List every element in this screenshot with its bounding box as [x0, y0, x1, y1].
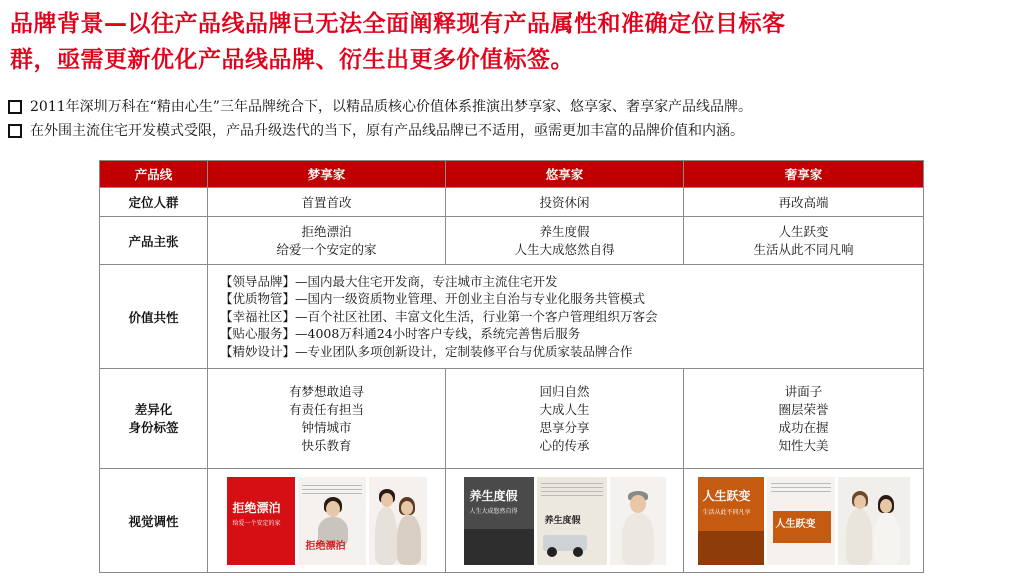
cell-line: 人生跃变	[778, 223, 829, 239]
poster-image	[537, 477, 607, 565]
table-row	[100, 217, 924, 265]
table-cell	[684, 217, 924, 265]
visual-cell	[208, 469, 446, 573]
row-label	[100, 369, 208, 469]
poster-image	[767, 477, 835, 565]
visual-cell	[684, 469, 924, 573]
value-line: 【幸福社区】—百个社区社团、丰富文化生活，行业第一个客户管理组织万客会	[220, 308, 658, 324]
title-line-2: 群，亟需更新优化产品线品牌、衍生出更多价值标签。	[10, 47, 574, 73]
poster-image	[464, 477, 534, 565]
square-bullet-icon	[8, 100, 22, 114]
table-cell: 首置首改	[208, 188, 446, 217]
bullet-text: 在外围主流住宅开发模式受限，产品升级迭代的当下，原有产品线品牌已不适用，亟需更加丰富的品牌价值和内涵。	[30, 123, 744, 139]
label-line: 身份标签	[128, 419, 179, 435]
tag-line: 快乐教育	[301, 437, 352, 453]
label-line: 差异化	[134, 401, 173, 417]
shared-values-cell	[208, 265, 924, 369]
poster-image	[610, 477, 666, 565]
row-label: 定位人群	[100, 188, 208, 217]
bullet-text: 2011年深圳万科在“精由心生”三年品牌统合下，以精品质核心价值体系推演出梦享家、悠享家、奢享家产品线品牌。	[30, 99, 752, 115]
header-mengxiangjia: 梦享家	[208, 161, 446, 188]
cell-line: 给爱一个安定的家	[276, 241, 377, 257]
cell-line: 生活从此不同凡响	[753, 241, 854, 257]
table-row	[100, 265, 924, 369]
row-label: 价值共性	[100, 265, 208, 369]
cell-line: 人生大成悠然自得	[514, 241, 615, 257]
value-line: 【贴心服务】—4008万科通24小时客户专线，系统完善售后服务	[220, 326, 581, 342]
table-cell: 再改高端	[684, 188, 924, 217]
title-line-1: 品牌背景—以往产品线品牌已无法全面阐释现有产品属性和准确定位目标客	[10, 11, 786, 37]
page-title	[10, 6, 1014, 78]
visual-cell	[446, 469, 684, 573]
tag-line: 回归自然	[539, 383, 590, 399]
tag-line: 思享分享	[539, 419, 590, 435]
tag-line: 有梦想敢追寻	[288, 383, 364, 399]
bullet-item	[8, 95, 1018, 119]
poster-subtitle: 给爱一个安定的家	[232, 519, 281, 527]
tag-line: 钟情城市	[301, 419, 352, 435]
table-cell	[446, 369, 684, 469]
poster-subtitle: 人生大成悠然自得	[469, 507, 518, 515]
cell-line: 养生度假	[539, 223, 590, 239]
square-bullet-icon	[8, 124, 22, 138]
poster-image	[698, 477, 764, 565]
tag-line: 大成人生	[539, 401, 590, 417]
table-cell	[208, 217, 446, 265]
poster-title: 拒绝漂泊	[232, 500, 281, 515]
tag-line: 圈层荣誉	[778, 401, 829, 417]
table-row	[100, 369, 924, 469]
poster-title: 拒绝漂泊	[305, 540, 346, 552]
poster-title: 养生度假	[544, 515, 581, 526]
tag-line: 知性大美	[778, 437, 829, 453]
poster-image	[369, 477, 427, 565]
table-cell	[446, 217, 684, 265]
table-row	[100, 469, 924, 573]
header-product-line: 产品线	[100, 161, 208, 188]
poster-title: 养生度假	[469, 488, 518, 503]
tag-line: 心的传承	[539, 437, 590, 453]
row-label: 产品主张	[100, 217, 208, 265]
tag-line: 成功在握	[778, 419, 829, 435]
table-cell: 投资休闲	[446, 188, 684, 217]
value-line: 【优质物管】—国内一级资质物业管理、开创业主自治与专业化服务共管模式	[220, 291, 646, 307]
row-label: 视觉调性	[100, 469, 208, 573]
table-cell	[208, 369, 446, 469]
poster-image	[838, 477, 910, 565]
value-line: 【精妙设计】—专业团队多项创新设计，定制装修平台与优质家装品牌合作	[220, 343, 633, 359]
bullet-list	[8, 95, 1018, 143]
header-shexiangjia: 奢享家	[684, 161, 924, 188]
table-header-row	[100, 161, 924, 188]
tag-line: 讲面子	[784, 383, 823, 399]
poster-title: 人生跃变	[702, 488, 751, 503]
table-cell	[684, 369, 924, 469]
header-youxiangjia: 悠享家	[446, 161, 684, 188]
poster-image	[298, 477, 366, 565]
table-row	[100, 188, 924, 217]
product-line-table	[99, 160, 924, 573]
poster-subtitle: 生活从此不同凡享	[702, 508, 751, 516]
tag-line: 有责任有担当	[288, 401, 364, 417]
poster-image	[227, 477, 295, 565]
cell-line: 拒绝漂泊	[301, 223, 352, 239]
poster-title: 人生跃变	[775, 518, 816, 530]
bullet-item	[8, 119, 1018, 143]
value-line: 【领导品牌】—国内最大住宅开发商，专注城市主流住宅开发	[220, 273, 558, 289]
